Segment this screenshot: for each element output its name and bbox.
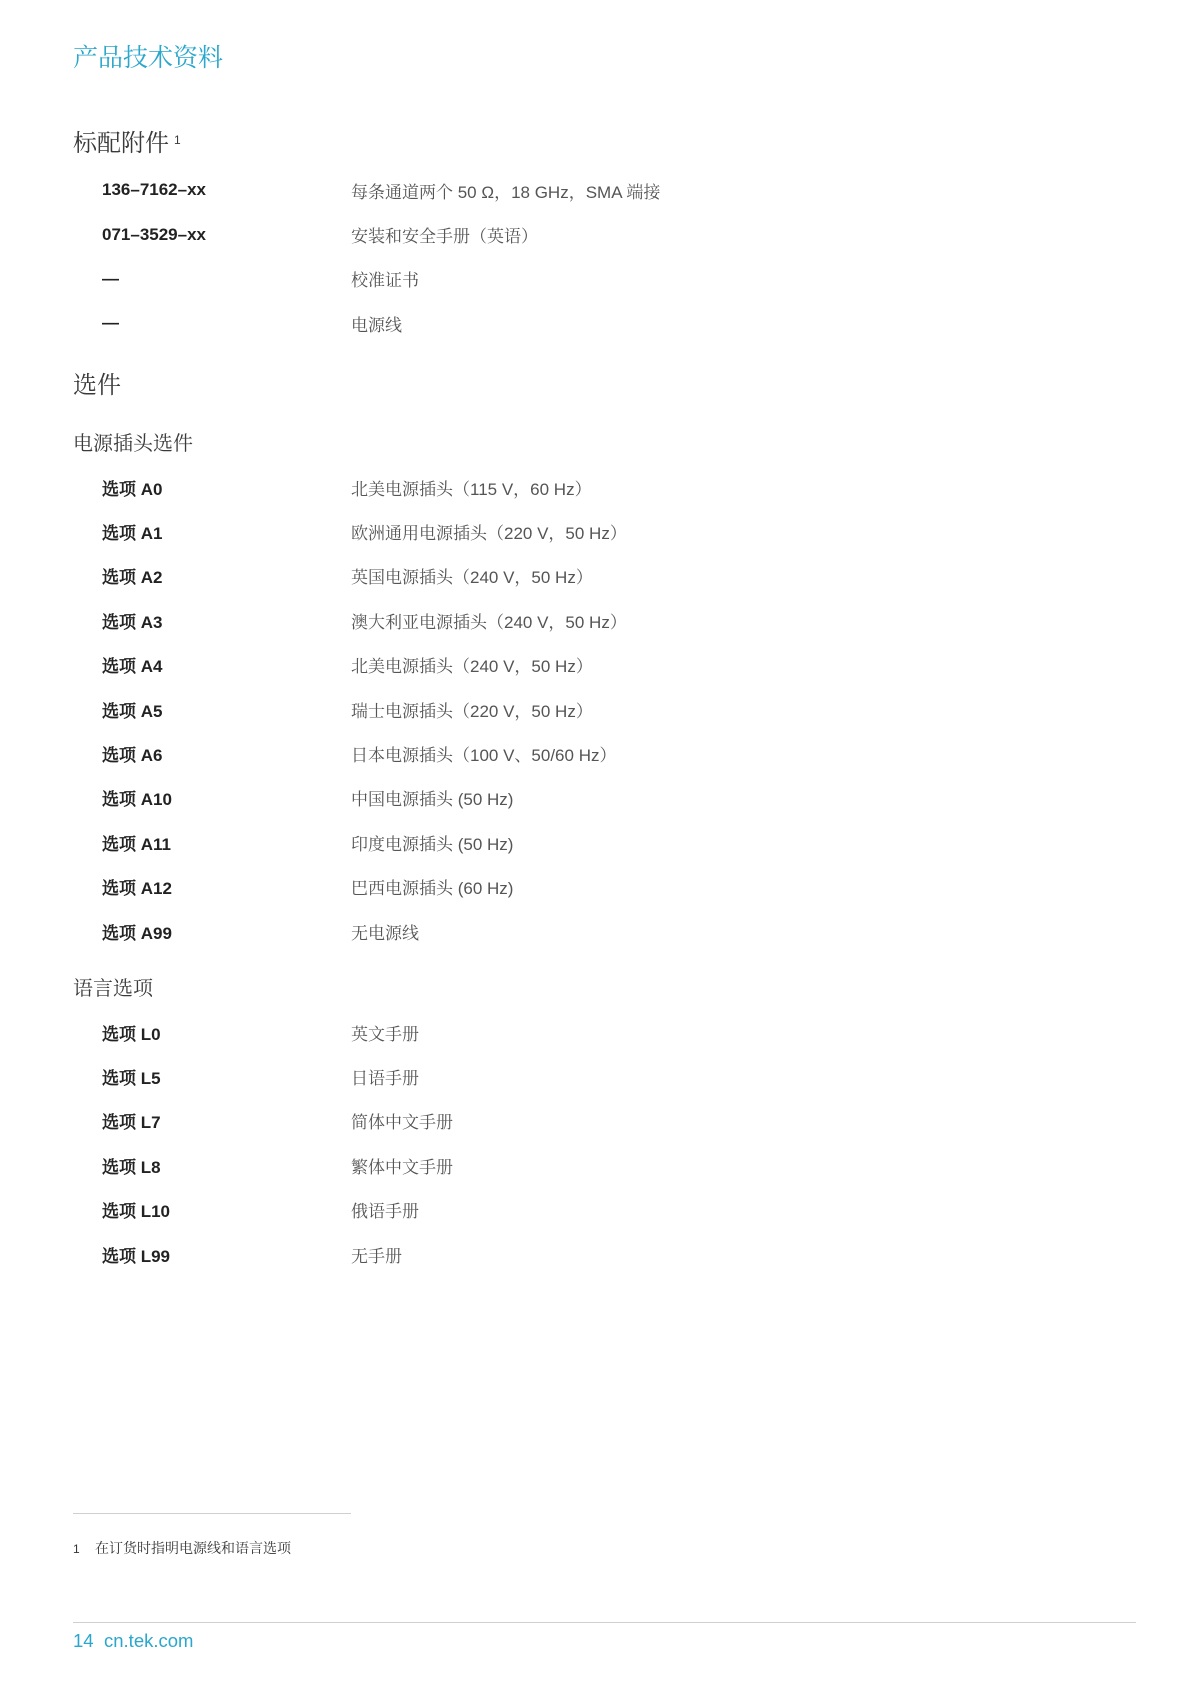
accessory-row	[102, 212, 822, 256]
footnote-number: 1	[73, 1542, 80, 1556]
page-number: 14	[73, 1630, 94, 1651]
accessory-part-number: —	[102, 268, 119, 288]
accessory-part-number: 136–7162–xx	[102, 180, 207, 200]
option-row	[102, 598, 822, 642]
option-description: 无电源线	[351, 923, 419, 943]
options-heading: 选件	[73, 372, 121, 399]
standard-accessories-list	[102, 168, 822, 346]
option-code: 选项 L10	[102, 1202, 171, 1222]
footer-divider	[73, 1622, 1136, 1623]
option-description: 巴西电源插头 (60 Hz)	[351, 879, 514, 899]
option-code: 选项 L7	[102, 1113, 161, 1133]
accessory-description: 安装和安全手册（英语）	[351, 227, 538, 247]
option-description: 欧洲通用电源插头（220 V，50 Hz）	[351, 524, 627, 544]
option-description: 北美电源插头（115 V，60 Hz）	[351, 479, 592, 499]
option-code: 选项 A12	[102, 879, 172, 899]
accessory-description: 每条通道两个 50 Ω，18 GHz，SMA 端接	[351, 182, 661, 202]
option-row	[102, 687, 822, 731]
standard-accessories-title: 标配附件	[73, 130, 169, 157]
option-code: 选项 A4	[102, 657, 163, 677]
power-plug-options-heading: 电源插头选件	[73, 433, 193, 455]
option-row	[102, 643, 822, 687]
footnote	[73, 1539, 291, 1558]
option-code: 选项 L0	[102, 1024, 161, 1044]
page-header-title: 产品技术资料	[73, 44, 224, 72]
option-description: 印度电源插头 (50 Hz)	[351, 834, 514, 854]
option-row	[102, 1188, 822, 1232]
language-options-list	[102, 1010, 822, 1276]
option-row	[102, 509, 822, 553]
option-row	[102, 1232, 822, 1276]
footnote-divider	[73, 1513, 351, 1514]
accessory-part-number: 071–3529–xx	[102, 224, 207, 244]
accessory-description: 电源线	[351, 315, 402, 335]
option-description: 繁体中文手册	[351, 1157, 453, 1177]
option-code: 选项 L8	[102, 1157, 161, 1177]
option-row	[102, 820, 822, 864]
option-description: 瑞士电源插头（220 V，50 Hz）	[351, 701, 593, 721]
option-row	[102, 1099, 822, 1143]
option-row	[102, 554, 822, 598]
footnote-reference: 1	[174, 133, 181, 147]
option-description: 无手册	[351, 1246, 402, 1266]
option-row	[102, 1054, 822, 1098]
option-row	[102, 1143, 822, 1187]
option-description: 英文手册	[351, 1024, 419, 1044]
option-row	[102, 1010, 822, 1054]
option-code: 选项 A1	[102, 524, 163, 544]
option-code: 选项 A5	[102, 701, 163, 721]
option-code: 选项 A3	[102, 612, 163, 632]
option-description: 简体中文手册	[351, 1113, 453, 1133]
option-code: 选项 L5	[102, 1069, 161, 1089]
option-code: 选项 A10	[102, 790, 172, 810]
option-code: 选项 A0	[102, 479, 163, 499]
option-description: 北美电源插头（240 V，50 Hz）	[351, 657, 593, 677]
option-code: 选项 L99	[102, 1246, 171, 1266]
accessory-row	[102, 301, 822, 345]
option-code: 选项 A11	[102, 834, 171, 854]
option-description: 澳大利亚电源插头（240 V，50 Hz）	[351, 612, 627, 632]
option-row	[102, 865, 822, 909]
power-plug-options-list	[102, 465, 822, 953]
option-row	[102, 776, 822, 820]
footnote-text: 在订货时指明电源线和语言选项	[95, 1540, 291, 1556]
option-description: 中国电源插头 (50 Hz)	[351, 790, 514, 810]
accessory-row	[102, 257, 822, 301]
option-row	[102, 909, 822, 953]
option-description: 俄语手册	[351, 1202, 419, 1222]
option-row	[102, 465, 822, 509]
option-code: 选项 A99	[102, 923, 172, 943]
accessory-description: 校准证书	[351, 271, 419, 291]
option-code: 选项 A6	[102, 746, 163, 766]
option-row	[102, 731, 822, 775]
website-link[interactable]: cn.tek.com	[104, 1630, 194, 1651]
accessory-part-number: —	[102, 313, 119, 333]
standard-accessories-heading	[73, 129, 181, 159]
option-description: 英国电源插头（240 V，50 Hz）	[351, 568, 593, 588]
option-description: 日本电源插头（100 V、50/60 Hz）	[351, 746, 617, 766]
option-code: 选项 A2	[102, 568, 163, 588]
page-footer	[73, 1629, 193, 1653]
accessory-row	[102, 168, 822, 212]
language-options-heading: 语言选项	[73, 978, 153, 1000]
option-description: 日语手册	[351, 1069, 419, 1089]
